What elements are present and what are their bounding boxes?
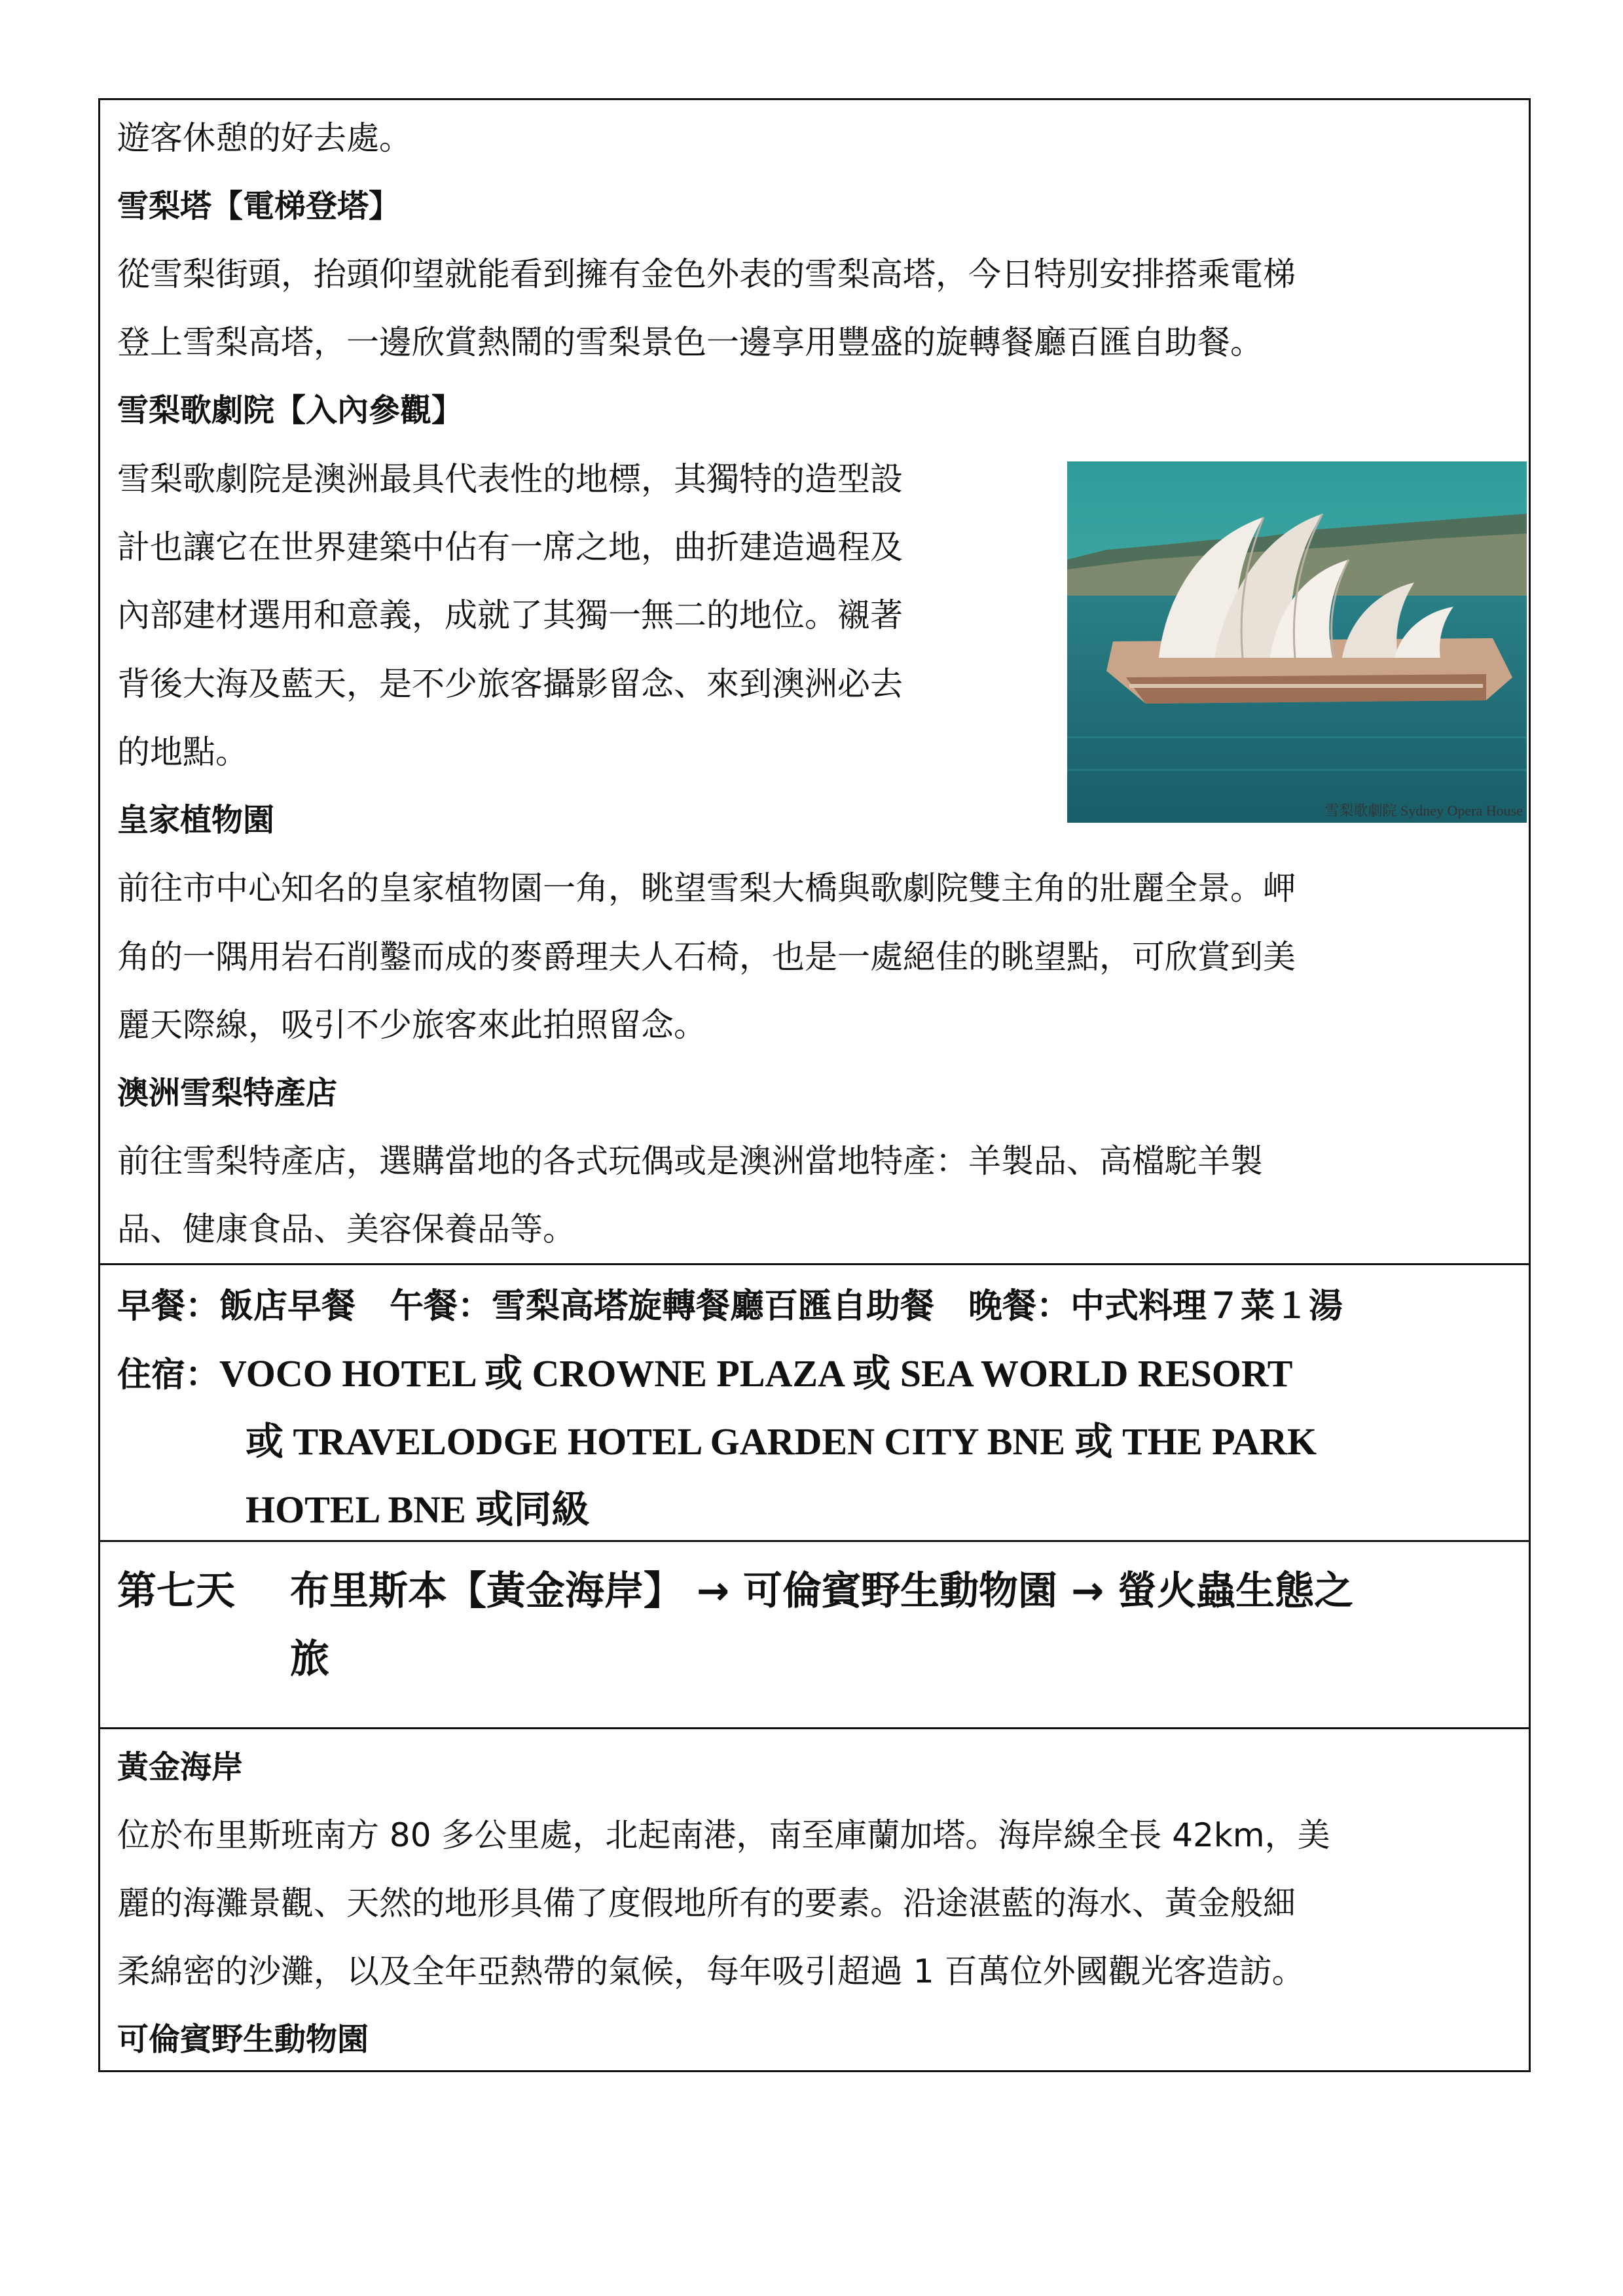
royal-botanic-garden-heading: 皇家植物園 xyxy=(117,802,275,838)
shop-text-line: 前往雪梨特產店，選購當地的各式玩偶或是澳洲當地特產：羊製品、高檔駝羊製 xyxy=(117,1142,1263,1180)
photo-caption: 雪梨歌劇院 Sydney Opera House xyxy=(1324,802,1523,819)
opera-house-photo xyxy=(1067,461,1527,823)
currumbin-sanctuary-heading: 可倫賓野生動物園 xyxy=(117,2021,369,2058)
garden-text-line: 角的一隅用岩石削鑿而成的麥爵理夫人石椅，也是一處絕佳的眺望點，可欣賞到美 xyxy=(117,938,1296,976)
lodging-line xyxy=(117,1354,1292,1395)
day7-attractions-cell xyxy=(100,1729,1529,2070)
sydney-tower-heading: 雪梨塔【電梯登塔】 xyxy=(117,188,401,224)
day7-title-cell xyxy=(100,1542,1529,1729)
gold-coast-text-line: 麗的海灘景觀、天然的地形具備了度假地所有的要素。沿途湛藍的海水、黃金般細 xyxy=(117,1884,1296,1922)
day6-attractions-cell xyxy=(100,100,1529,1265)
sydney-tower-text-line: 登上雪梨高塔，一邊欣賞熱鬧的雪梨景色一邊享用豐盛的旋轉餐廳百匯自助餐。 xyxy=(117,323,1263,361)
specialty-shop-heading: 澳洲雪梨特產店 xyxy=(117,1075,338,1111)
gold-coast-text-line: 位於布里斯班南方 80 多公里處，北起南港，南至庫蘭加塔。海岸線全長 42km，美 xyxy=(117,1816,1330,1854)
opera-house-text-line: 計也讓它在世界建築中佔有一席之地，曲折建造過程及 xyxy=(117,528,903,566)
day-route-title-cont: 旅 xyxy=(290,1636,329,1682)
lodging-hotels: VOCO HOTEL 或 CROWNE PLAZA 或 SEA WORLD RESORT xyxy=(219,1352,1293,1395)
opera-house-text-line: 背後大海及藍天，是不少旅客攝影留念、來到澳洲必去 xyxy=(117,665,903,703)
meals-lodging-cell xyxy=(100,1265,1529,1542)
opera-house-text-line: 雪梨歌劇院是澳洲最具代表性的地標，其獨特的造型設 xyxy=(117,460,903,498)
shop-text-line: 品、健康食品、美容保養品等。 xyxy=(117,1210,575,1248)
day-route-title: 布里斯本【黃金海岸】 → 可倫賓野生動物園 → 螢火蟲生態之 xyxy=(290,1568,1354,1614)
opera-house-heading: 雪梨歌劇院【入內參觀】 xyxy=(117,392,464,429)
gold-coast-heading: 黃金海岸 xyxy=(117,1749,244,1785)
opera-house-text-line: 內部建材選用和意義，成就了其獨一無二的地位。襯著 xyxy=(117,596,903,634)
lodging-hotels-cont: HOTEL BNE 或同級 xyxy=(246,1488,590,1531)
garden-text-line: 麗天際線，吸引不少旅客來此拍照留念。 xyxy=(117,1006,706,1044)
sydney-tower-text-line: 從雪梨街頭，抬頭仰望就能看到擁有金色外表的雪梨高塔，今日特別安排搭乘電梯 xyxy=(117,255,1296,293)
itinerary-table xyxy=(98,98,1531,2072)
lodging-label: 住宿： xyxy=(117,1355,220,1395)
opera-house-text-line: 的地點。 xyxy=(117,733,248,771)
meals-line: 早餐：飯店早餐 午餐：雪梨高塔旋轉餐廳百匯自助餐 晚餐：中式料理７菜１湯 xyxy=(117,1287,1343,1326)
intro-line: 遊客休憩的好去處。 xyxy=(117,119,412,157)
gold-coast-text-line: 柔綿密的沙灘，以及全年亞熱帶的氣候，每年吸引超過 1 百萬位外國觀光客造訪。 xyxy=(117,1952,1305,1990)
garden-text-line: 前往市中心知名的皇家植物園一角，眺望雪梨大橋與歌劇院雙主角的壯麗全景。岬 xyxy=(117,869,1296,907)
day-label: 第七天 xyxy=(117,1568,235,1614)
lodging-hotels-cont: 或 TRAVELODGE HOTEL GARDEN CITY BNE 或 THE PARK xyxy=(246,1420,1317,1463)
